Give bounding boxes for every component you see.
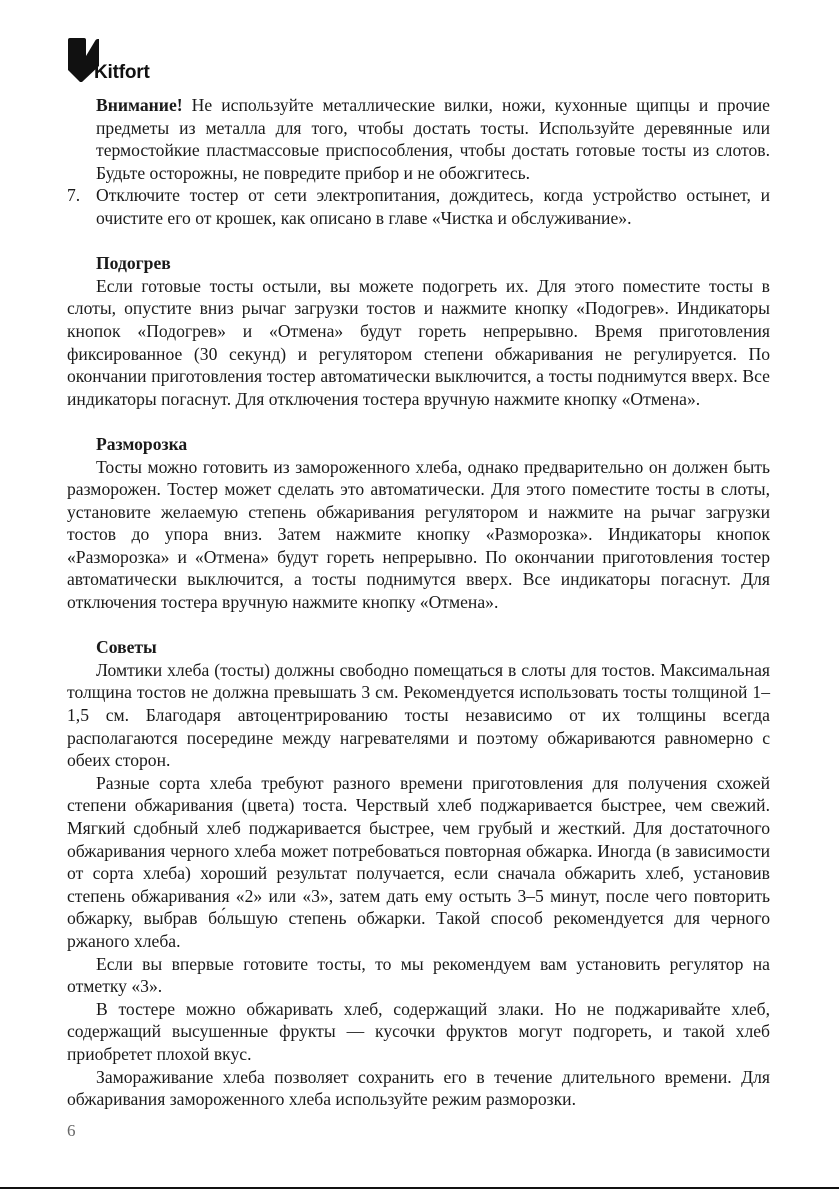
warning-paragraph — [67, 94, 770, 184]
tips-heading: Советы — [96, 637, 157, 658]
document-body — [67, 94, 770, 1111]
tips-paragraph: Разные сорта хлеба требуют разного времени приготовления для получения схожей степени обжаривания (цвета) тоста. Черствый хлеб поджаривается быстрее, чем свежий. Мягкий сдобный хлеб поджаривается быстрее, чем грубый и жесткий. Для достаточного обжаривания черного хлеба может потребоваться повторная обжарка. Иногда (в зависимости от сорта хлеба) хороший результат получается, если сначала обжарить хлеб, установив степень обжаривания «2» или «3», затем дать ему остыть 3–5 минут, после чего повторить обжарку, выбрав бо́льшую степень обжарки. Такой способ рекомендуется для черного ржаного хлеба. — [67, 772, 770, 951]
reheat-heading: Подогрев — [96, 253, 171, 274]
tips-paragraph: Ломтики хлеба (тосты) должны свободно помещаться в слоты для тостов. Максимальная толщина тостов не должна превышать 3 см. Рекомендуется использовать тосты толщиной 1–1,5 см. Благодаря автоцентрированию тосты независимо от их толщины всегда располагаются посередине между нагревателями и поэтому обжариваются равномерно с обеих сторон. — [67, 659, 770, 771]
tips-paragraph: Замораживание хлеба позволяет сохранить его в течение длительного времени. Для обжаривания замороженного хлеба используйте режим разморозки. — [67, 1066, 770, 1110]
reheat-section — [67, 252, 770, 410]
step-number: 7. — [67, 185, 81, 206]
defrost-section — [67, 433, 770, 614]
defrost-heading: Разморозка — [96, 433, 188, 454]
defrost-paragraph: Тосты можно готовить из замороженного хлеба, однако предварительно он должен быть разморожен. Тостер может сделать это автоматически. Для этого поместите тосты в слоты, установите желаемую степень обжаривания регулятором и нажмите на рычаг загрузки тостов до упора вниз. Затем нажмите кнопку «Разморозка». Индикаторы кнопок «Разморозка» и «Отмена» будут гореть непрерывно. По окончании приготовления тостер автоматически выключится, а тосты поднимутся вверх. Все индикаторы погаснут. Для отключения тостера вручную нажмите кнопку «Отмена». — [67, 456, 770, 613]
reheat-paragraph: Если готовые тосты остыли, вы можете подогреть их. Для этого поместите тосты в слоты, опустите вниз рычаг загрузки тостов и нажмите кнопку «Подогрев». Индикаторы кнопок «Подогрев» и «Отмена» будут гореть непрерывно. Время приготовления фиксированное (30 секунд) и регулятором степени обжаривания не регулируется. По окончании приготовления тостер автоматически выключится, а тосты поднимутся вверх. Все индикаторы погаснут. Для отключения тостера вручную нажмите кнопку «Отмена». — [67, 275, 770, 409]
warning-text: Не используйте металлические вилки, ножи, кухонные щипцы и прочие предметы из металла для того, чтобы достать тосты. Используйте деревянные или термостойкие пластмассовые приспособления, чтобы достать готовые тосты из слотов. Будьте осторожны, не повредите прибор и не обожгитесь. — [96, 95, 770, 183]
step-text: Отключите тостер от сети электропитания, дождитесь, когда устройство остынет, и очистите его от крошек, как описано в главе «Чистка и обслуживание». — [96, 185, 770, 228]
warning-label: Внимание! — [96, 95, 183, 115]
brand-name: Kitfort — [94, 62, 150, 83]
tips-section — [67, 636, 770, 1110]
tips-paragraph: В тостере можно обжаривать хлеб, содержащий злаки. Но не поджаривайте хлеб, содержащий высушенные фрукты — кусочки фруктов могут подгореть, и такой хлеб приобретет плохой вкус. — [67, 998, 770, 1064]
step-7 — [67, 184, 770, 229]
tips-paragraph: Если вы впервые готовите тосты, то мы рекомендуем вам установить регулятор на отметку «3». — [67, 953, 770, 997]
page-number: 6 — [67, 1121, 76, 1140]
